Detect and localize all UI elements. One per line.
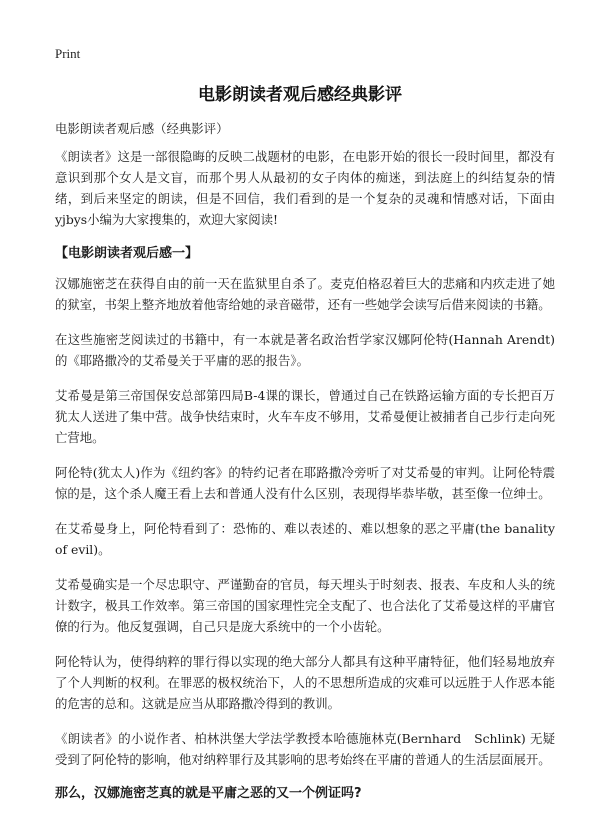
print-link[interactable]: Print	[55, 46, 81, 61]
body-paragraph: 艾希曼是第三帝国保安总部第四局B-4课的课长，曾通过自己在铁路运输方面的专长把百万犹太人送进了集中营。战争快结束时，火车车皮不够用，艾希曼便让被捕者自己步行走向死亡营地。	[55, 388, 555, 445]
page-title: 电影朗读者观后感经典影评	[198, 85, 402, 105]
intro-paragraph: 《朗读者》这是一部很隐晦的反映二战题材的电影，在电影开始的很长一段时间里，都没有意识到那个女人是文盲，而那个男人从最初的女子肉体的痴迷，到法庭上的纠结复杂的情绪，到后来坚定的朗读，但是不回信，我们看到的是一个复杂的灵魂和情感对话，下面由yjbys小编为大家搜集的，欢迎大家阅读!	[55, 149, 555, 227]
body-paragraph: 《朗读者》的小说作者、柏林洪堡大学法学教授本哈德施林克(Bernhard Schlink) 无疑受到了阿伦特的影响，他对纳粹罪行及其影响的思考始终在平庸的普通人的生活层面展开。	[55, 731, 555, 767]
article-subtitle: 电影朗读者观后感（经典影评）	[55, 121, 229, 136]
body-paragraph: 在这些施密芝阅读过的书籍中，有一本就是著名政治哲学家汉娜阿伦特(Hannah Arendt)的《耶路撒冷的艾希曼关于平庸的恶的报告》。	[55, 332, 555, 368]
body-paragraph: 艾希曼确实是一个尽忠职守、严谨勤奋的官员，每天埋头于时刻表、报表、车皮和人头的统计数字，极具工作效率。第三帝国的国家理性完全支配了、也合法化了艾希曼这样的平庸官僚的行为。他反复强调，自己只是庞大系统中的一个小齿轮。	[55, 577, 555, 634]
body-paragraph: 阿伦特认为，使得纳粹的罪行得以实现的绝大部分人都具有这种平庸特征，他们轻易地放弃了个人判断的权利。在罪恶的极权统治下，人的不思想所造成的灾难可以远胜于人作恶本能的危害的总和。这就是应当从耶路撒冷得到的教训。	[55, 654, 555, 711]
article-body	[55, 118, 568, 804]
body-paragraph: 汉娜施密芝在获得自由的前一天在监狱里自杀了。麦克伯格忍着巨大的悲痛和内疚走进了她的狱室，书架上整齐地放着他寄给她的录音磁带，还有一些她学会读写后借来阅读的书籍。	[55, 276, 555, 312]
closing-question: 那么，汉娜施密芝真的就是平庸之恶的又一个例证吗?	[55, 786, 362, 801]
body-paragraph: 在艾希曼身上，阿伦特看到了：恐怖的、难以表述的、难以想象的恶之平庸(the banality of evil)。	[55, 521, 568, 557]
section-heading: 【电影朗读者观后感一】	[55, 246, 199, 261]
body-paragraph: 阿伦特(犹太人)作为《纽约客》的特约记者在耶路撒冷旁听了对艾希曼的审判。让阿伦特震惊的是，这个杀人魔王看上去和普通人没有什么区别，表现得毕恭毕敬，甚至像一位绅士。	[55, 465, 555, 501]
